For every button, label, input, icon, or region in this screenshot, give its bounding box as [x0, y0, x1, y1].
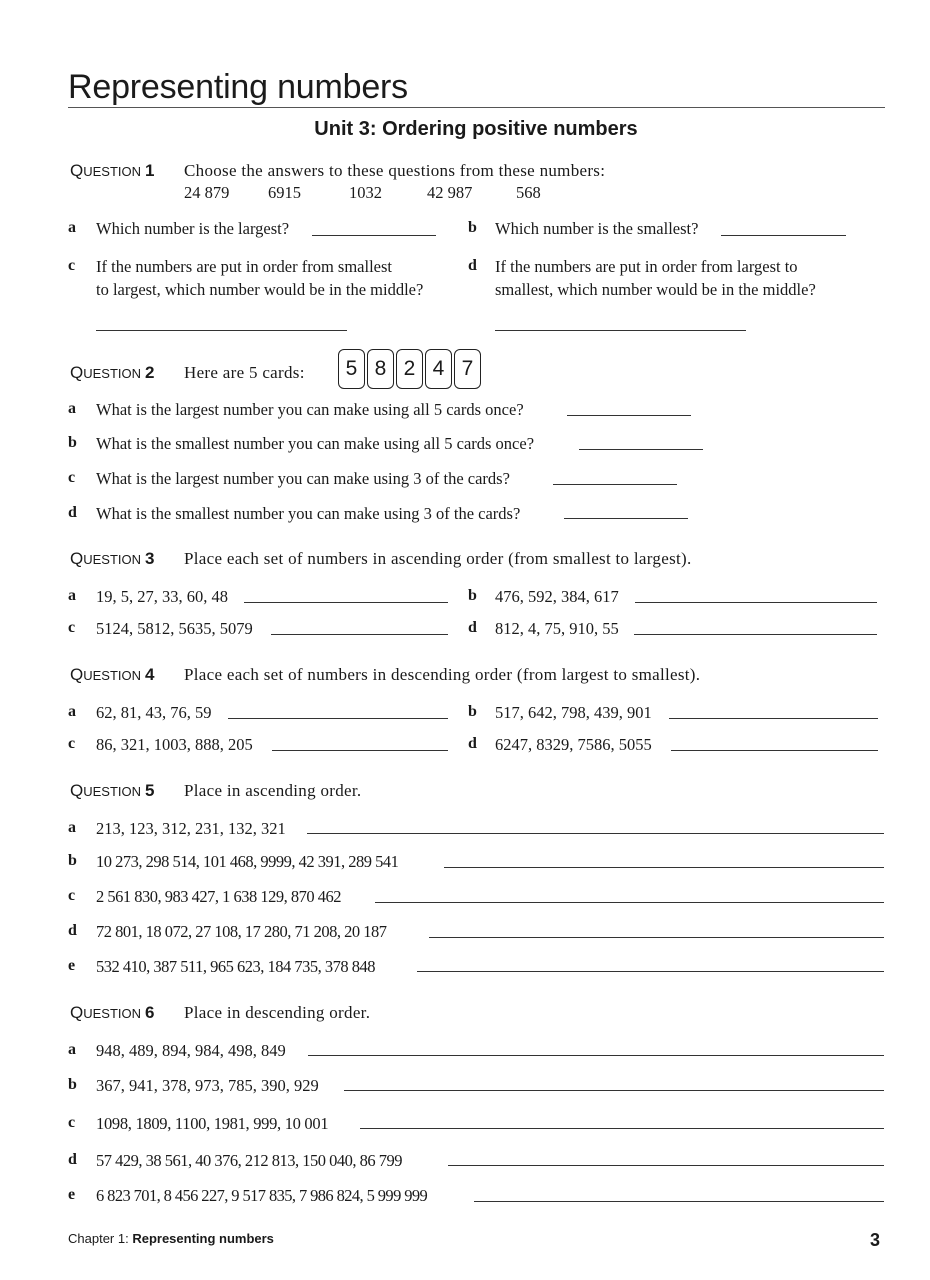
item-letter: d — [468, 619, 477, 636]
item-letter: a — [68, 219, 76, 236]
answer-line[interactable] — [360, 1128, 884, 1129]
item-letter: a — [68, 703, 76, 720]
answer-line[interactable] — [564, 518, 688, 519]
q4a-text: 62, 81, 43, 76, 59 — [96, 703, 212, 722]
answer-line[interactable] — [96, 330, 347, 331]
unit-title: Unit 3: Ordering positive numbers — [314, 118, 638, 140]
q1a-text: Which number is the largest? — [96, 219, 290, 238]
question-word: QUESTION — [70, 781, 142, 800]
title-divider — [68, 107, 885, 108]
question-1-prompt: Choose the answers to these questions from these numbers: — [184, 161, 606, 180]
answer-line[interactable] — [228, 718, 448, 719]
item-letter: a — [68, 1041, 76, 1058]
item-letter: c — [68, 619, 76, 636]
q1c-text-line1: If the numbers are put in order from smallest — [96, 257, 392, 276]
item-letter: d — [68, 1151, 77, 1168]
question-6-label: QUESTION 6 — [70, 1003, 155, 1022]
q1b-text: Which number is the smallest? — [495, 219, 699, 238]
q3a-text: 19, 5, 27, 33, 60, 48 — [96, 587, 228, 606]
q2c-text: What is the largest number you can make using 3 of the cards? — [96, 469, 510, 488]
number-option: 568 — [516, 183, 541, 202]
q2a-text: What is the largest number you can make using all 5 cards once? — [96, 400, 524, 419]
q4b-text: 517, 642, 798, 439, 901 — [495, 703, 652, 722]
number-option: 6915 — [268, 183, 301, 202]
answer-line[interactable] — [272, 750, 448, 751]
q1c-text-line2: to largest, which number would be in the middle? — [96, 280, 424, 299]
question-5-label: QUESTION 5 — [70, 781, 155, 800]
item-letter: c — [68, 469, 76, 486]
item-letter: d — [68, 504, 77, 521]
answer-line[interactable] — [271, 634, 448, 635]
q5c-text: 2 561 830, 983 427, 1 638 129, 870 462 — [96, 887, 341, 906]
item-letter: b — [68, 1076, 77, 1093]
page-number: 3 — [870, 1230, 881, 1250]
question-word: QUESTION — [70, 549, 142, 568]
item-letter: c — [68, 257, 76, 274]
q4c-text: 86, 321, 1003, 888, 205 — [96, 735, 253, 754]
q6d-text: 57 429, 38 561, 40 376, 212 813, 150 040, 86 799 — [96, 1151, 402, 1170]
q5a-text: 213, 123, 312, 231, 132, 321 — [96, 819, 286, 838]
footer — [68, 1231, 274, 1246]
item-letter: a — [68, 587, 76, 604]
question-word: QUESTION — [70, 363, 142, 382]
answer-line[interactable] — [417, 971, 884, 972]
item-letter: c — [68, 887, 76, 904]
q3b-text: 476, 592, 384, 617 — [495, 587, 619, 606]
question-6-prompt: Place in descending order. — [184, 1003, 371, 1022]
q1d-text-line2: smallest, which number would be in the middle? — [495, 280, 816, 299]
number-option: 24 879 — [184, 183, 230, 202]
question-4-prompt: Place each set of numbers in descending order (from largest to smallest). — [184, 665, 701, 684]
number-card: 4 — [425, 349, 452, 389]
answer-line[interactable] — [312, 235, 436, 236]
q3d-text: 812, 4, 75, 910, 55 — [495, 619, 619, 638]
item-letter: b — [468, 219, 477, 236]
item-letter: b — [68, 434, 77, 451]
question-3-label: QUESTION 3 — [70, 549, 155, 568]
footer-chapter-name: Representing numbers — [132, 1231, 274, 1246]
number-card: 8 — [367, 349, 394, 389]
question-word: QUESTION — [70, 665, 142, 684]
item-letter: e — [68, 957, 76, 974]
answer-line[interactable] — [634, 634, 877, 635]
answer-line[interactable] — [308, 1055, 884, 1056]
number-cards — [338, 349, 481, 389]
q5d-text: 72 801, 18 072, 27 108, 17 280, 71 208, 20 187 — [96, 922, 387, 941]
q2b-text: What is the smallest number you can make using all 5 cards once? — [96, 434, 535, 453]
q6c-text: 1098, 1809, 1100, 1981, 999, 10 001 — [96, 1114, 329, 1133]
question-word: QUESTION — [70, 161, 142, 180]
answer-line[interactable] — [244, 602, 448, 603]
number-option: 1032 — [349, 183, 382, 202]
answer-line[interactable] — [448, 1165, 884, 1166]
answer-line[interactable] — [553, 484, 677, 485]
item-letter: d — [468, 257, 477, 274]
question-3-prompt: Place each set of numbers in ascending order (from smallest to largest). — [184, 549, 692, 568]
answer-line[interactable] — [444, 867, 884, 868]
answer-line[interactable] — [579, 449, 703, 450]
question-2-prompt: Here are 5 cards: — [184, 363, 305, 382]
item-letter: a — [68, 400, 76, 417]
number-option: 42 987 — [427, 183, 473, 202]
q5b-text: 10 273, 298 514, 101 468, 9999, 42 391, 289 541 — [96, 852, 399, 871]
item-letter: d — [68, 922, 77, 939]
q3c-text: 5124, 5812, 5635, 5079 — [96, 619, 253, 638]
answer-line[interactable] — [307, 833, 884, 834]
q6a-text: 948, 489, 894, 984, 498, 849 — [96, 1041, 286, 1060]
q6e-text: 6 823 701, 8 456 227, 9 517 835, 7 986 824, 5 999 999 — [96, 1186, 428, 1205]
answer-line[interactable] — [721, 235, 846, 236]
question-1-numbers — [0, 183, 930, 205]
answer-line[interactable] — [669, 718, 878, 719]
answer-line[interactable] — [671, 750, 878, 751]
answer-line[interactable] — [635, 602, 877, 603]
number-card: 2 — [396, 349, 423, 389]
answer-line[interactable] — [495, 330, 746, 331]
q6b-text: 367, 941, 378, 973, 785, 390, 929 — [96, 1076, 319, 1095]
question-1-label: QUESTION 1 — [70, 161, 155, 180]
question-5-prompt: Place in ascending order. — [184, 781, 362, 800]
answer-line[interactable] — [567, 415, 691, 416]
item-letter: c — [68, 1114, 76, 1131]
question-4-label: QUESTION 4 — [70, 665, 155, 684]
item-letter: d — [468, 735, 477, 752]
footer-chapter-label: Chapter 1: — [68, 1231, 129, 1246]
number-card: 7 — [454, 349, 481, 389]
answer-line[interactable] — [429, 937, 884, 938]
item-letter: b — [468, 703, 477, 720]
item-letter: c — [68, 735, 76, 752]
q1d-text-line1: If the numbers are put in order from largest to — [495, 257, 798, 276]
question-word: QUESTION — [70, 1003, 142, 1022]
item-letter: a — [68, 819, 76, 836]
item-letter: e — [68, 1186, 76, 1203]
answer-line[interactable] — [474, 1201, 884, 1202]
answer-line[interactable] — [375, 902, 884, 903]
question-2-label: QUESTION 2 — [70, 363, 155, 382]
q2d-text: What is the smallest number you can make using 3 of the cards? — [96, 504, 521, 523]
item-letter: b — [468, 587, 477, 604]
item-letter: b — [68, 852, 77, 869]
q4d-text: 6247, 8329, 7586, 5055 — [495, 735, 652, 754]
chapter-title: Representing numbers — [68, 68, 408, 106]
q5e-text: 532 410, 387 511, 965 623, 184 735, 378 848 — [96, 957, 376, 976]
number-card: 5 — [338, 349, 365, 389]
answer-line[interactable] — [344, 1090, 884, 1091]
